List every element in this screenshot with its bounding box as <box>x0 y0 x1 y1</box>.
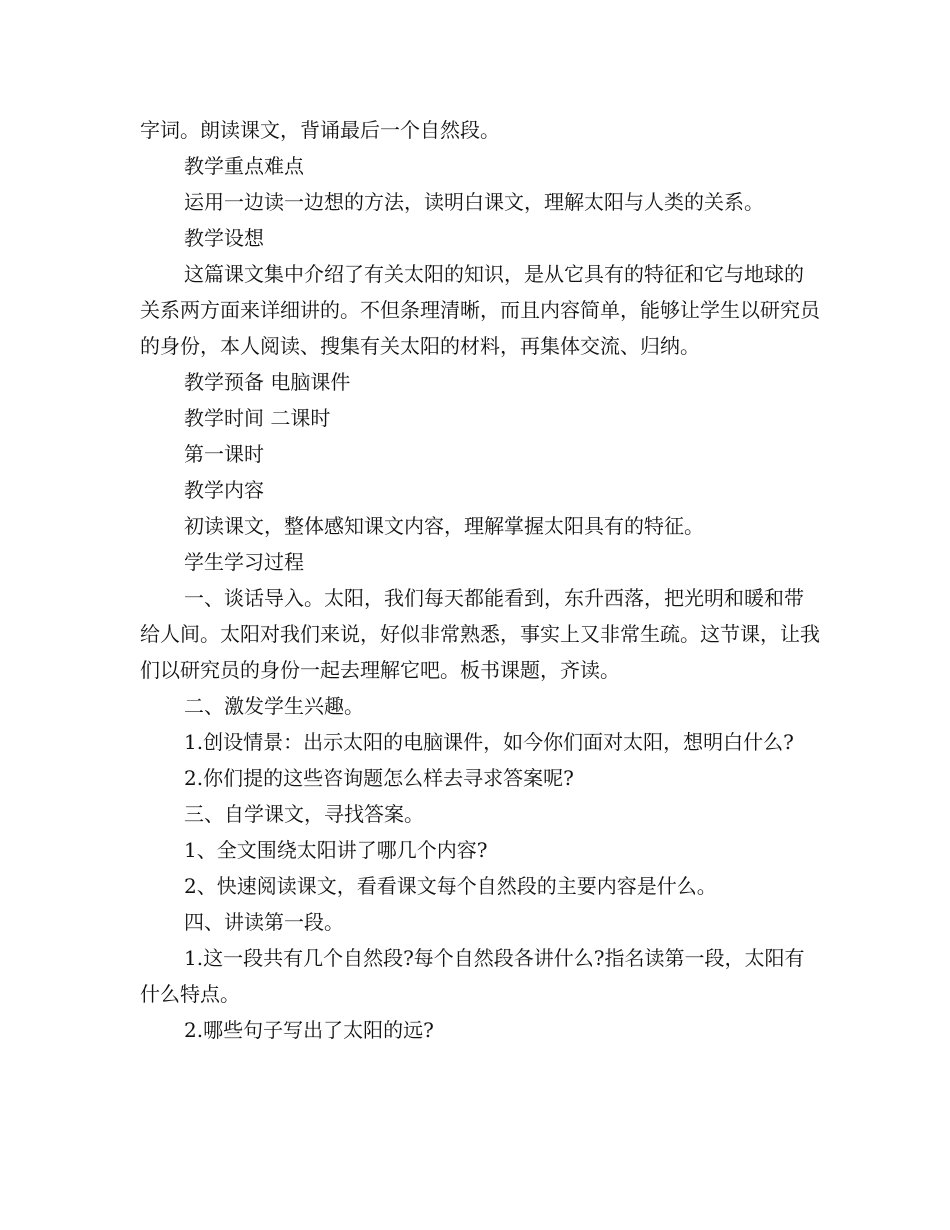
step-heading: 三、自学课文，寻找答案。 <box>184 802 424 826</box>
section-heading-process: 学生学习过程 <box>184 550 304 574</box>
teaching-time-line: 教学时间 二课时 <box>184 406 331 430</box>
list-item: 1.这一段共有几个自然段?每个自然段各讲什么?指名读第一段，太阳有什么特点。 <box>140 946 805 1006</box>
step-heading: 二、激发学生兴趣。 <box>184 694 364 718</box>
list-item: 2、快速阅读课文，看看课文每个自然段的主要内容是什么。 <box>184 874 717 898</box>
list-item: 2.哪些句子写出了太阳的远? <box>184 1018 434 1042</box>
document-body <box>140 112 820 1048</box>
step-heading: 四、讲读第一段。 <box>184 910 344 934</box>
teaching-preparation-line: 教学预备 电脑课件 <box>184 370 351 394</box>
paragraph: 这篇课文集中介绍了有关太阳的知识，是从它具有的特征和它与地球的关系两方面来详细讲的。不但条理清晰，而且内容简单，能够让学生以研究员的身份，本人阅读、搜集有关太阳的材料，再集体交流、归纳。 <box>140 262 820 358</box>
lesson-heading: 第一课时 <box>184 442 264 466</box>
paragraph: 字词。朗读课文，背诵最后一个自然段。 <box>140 118 500 142</box>
section-heading-teaching-plan: 教学设想 <box>184 226 264 250</box>
list-item: 2.你们提的这些咨询题怎么样去寻求答案呢? <box>184 766 574 790</box>
list-item: 1.创设情景：出示太阳的电脑课件，如今你们面对太阳，想明白什么? <box>184 730 794 754</box>
paragraph: 一、谈话导入。太阳，我们每天都能看到，东升西落，把光明和暖和带给人间。太阳对我们来说，好似非常熟悉，事实上又非常生疏。这节课，让我们以研究员的身份一起去理解它吧。板书课题，齐读。 <box>140 586 820 682</box>
paragraph: 运用一边读一边想的方法，读明白课文，理解太阳与人类的关系。 <box>184 190 764 214</box>
list-item: 1、全文围绕太阳讲了哪几个内容? <box>184 838 488 862</box>
section-heading-content: 教学内容 <box>184 478 264 502</box>
paragraph: 初读课文，整体感知课文内容，理解掌握太阳具有的特征。 <box>184 514 704 538</box>
section-heading-key-points: 教学重点难点 <box>184 154 304 178</box>
